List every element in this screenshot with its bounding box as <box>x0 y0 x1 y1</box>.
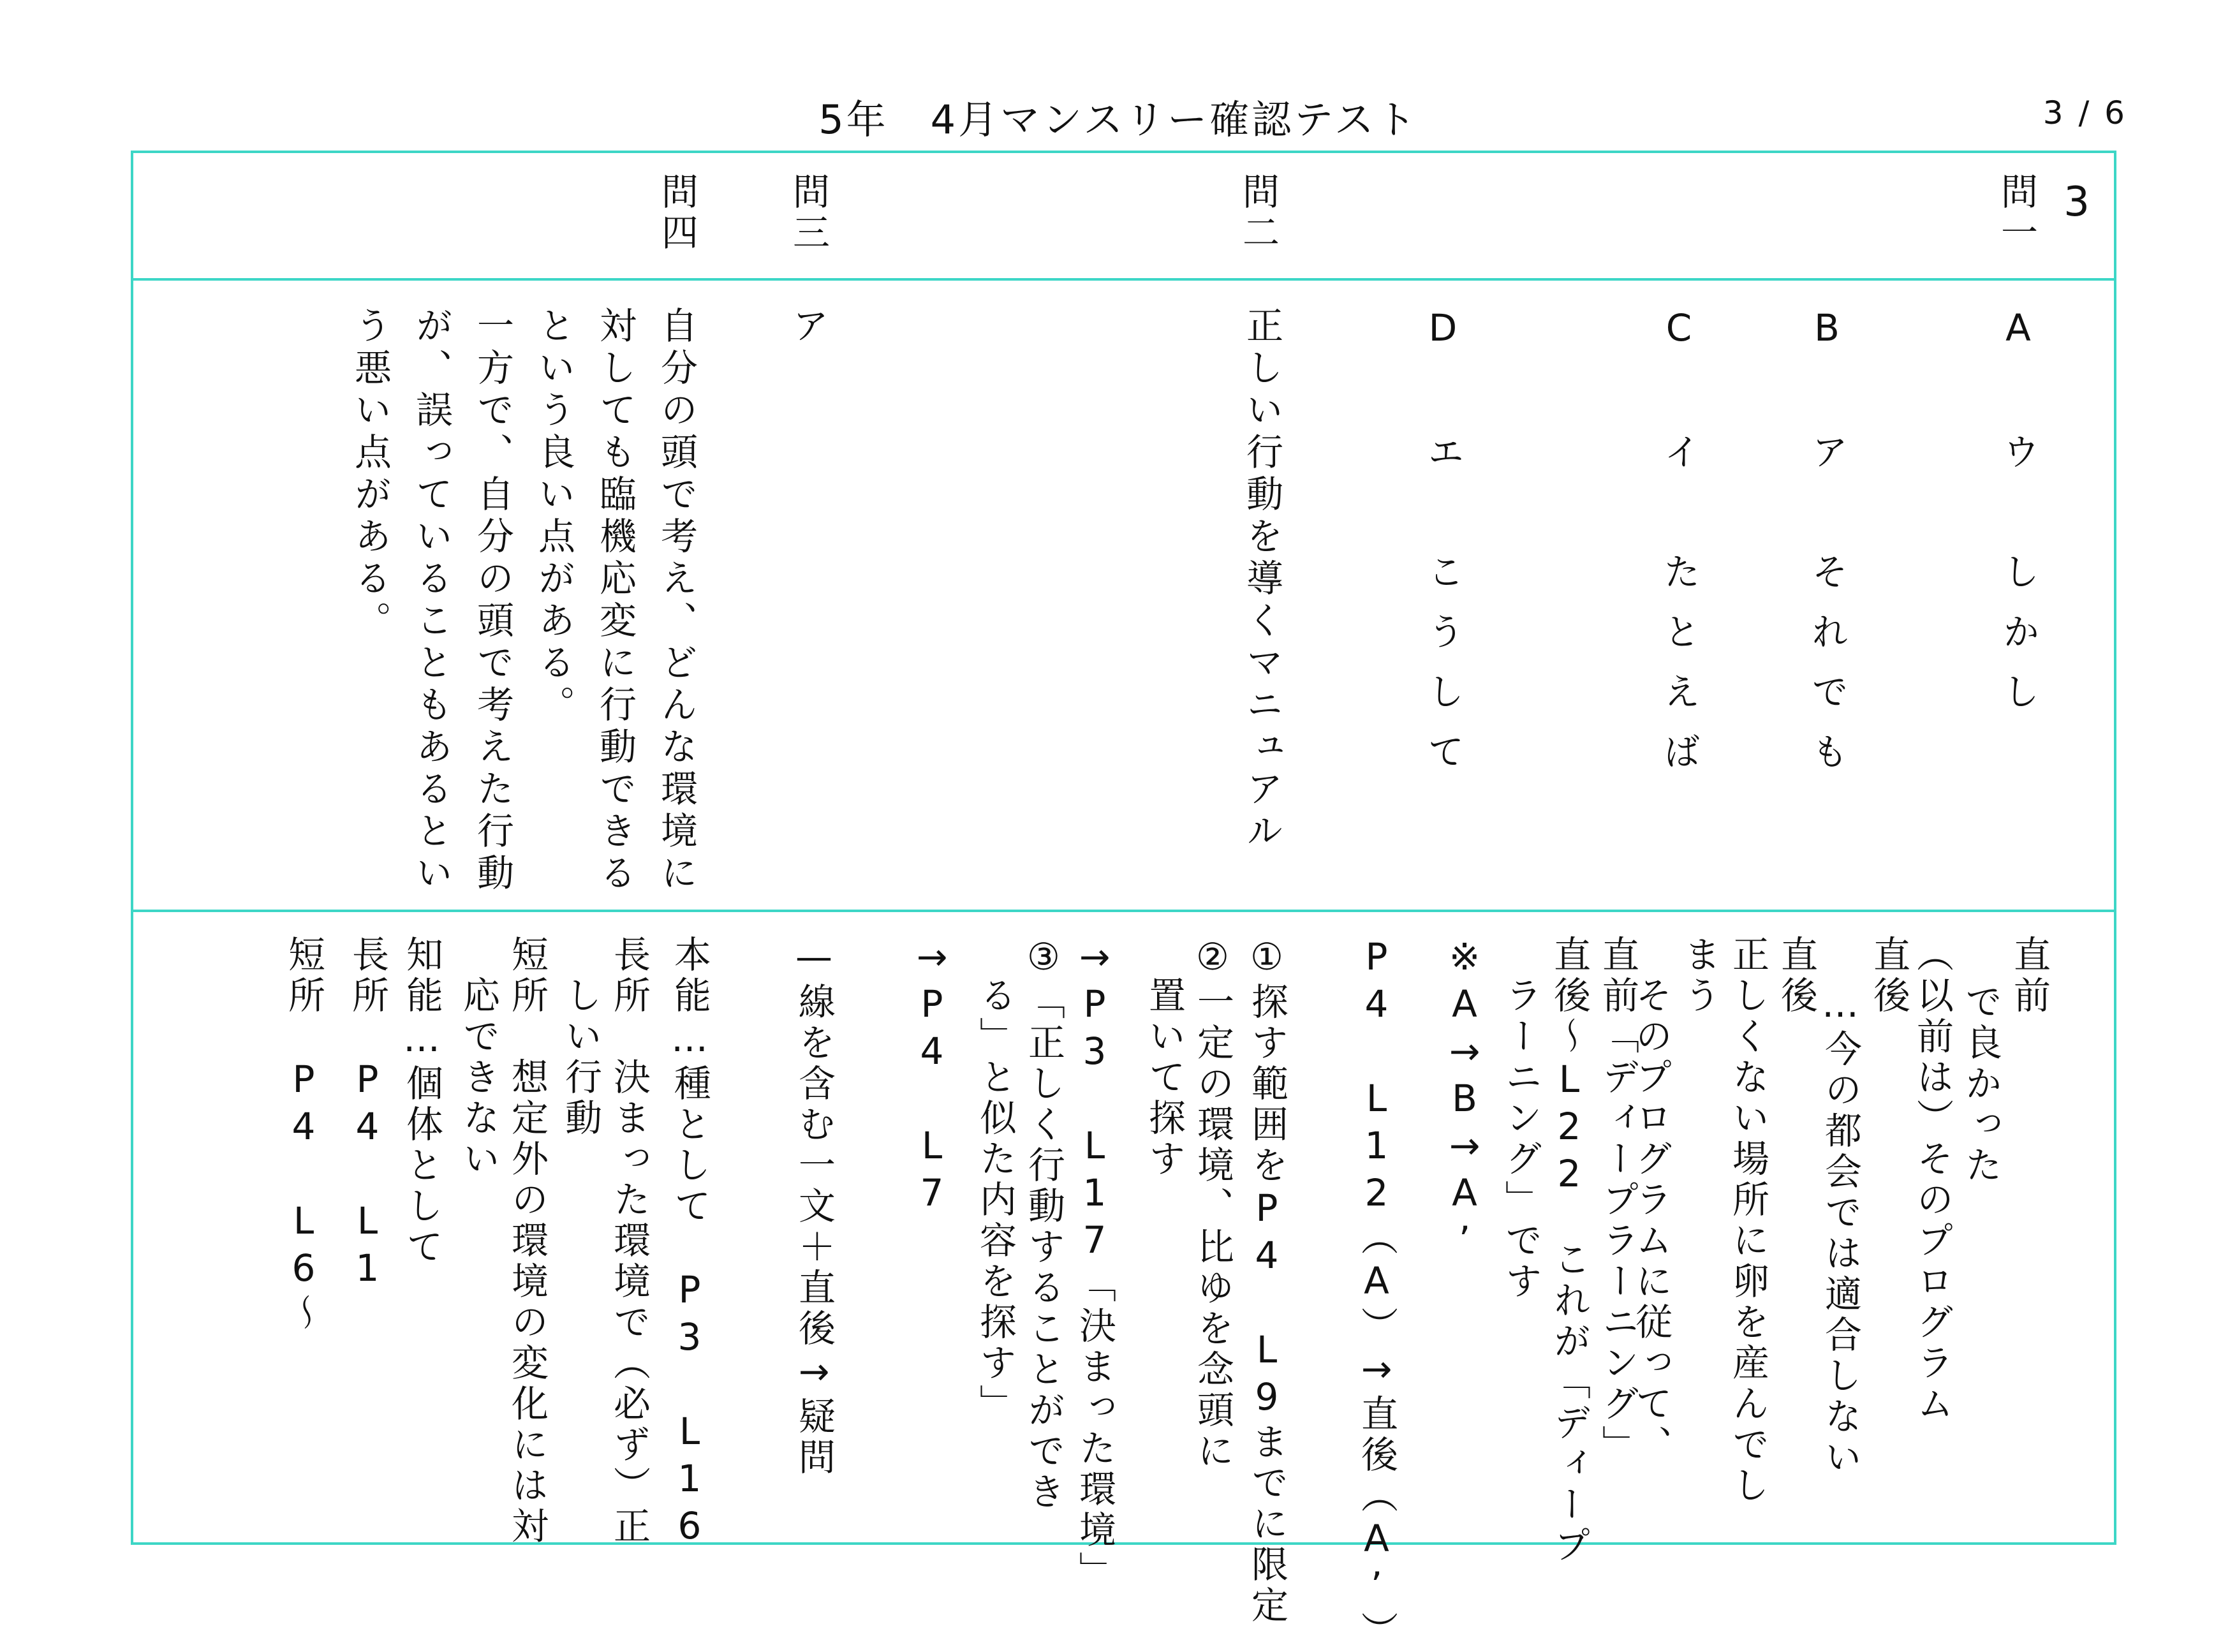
q1-note-before: 直前 で良かった （以前は）そのプログラム <box>1910 935 2051 1425</box>
q4-note-instinct: 本能…種として P3 L16 <box>668 935 711 1551</box>
q4-answer-line: という良い点がある。 <box>532 306 575 727</box>
q1-label: 問一 <box>1995 172 2038 254</box>
q4-answer-line: 一方で、自分の頭で考えた行動 <box>471 306 514 896</box>
q1-answer-b: B ア それでも <box>1805 306 1849 792</box>
question-number: 3 <box>2064 179 2090 226</box>
answer-row-divider <box>133 910 2114 912</box>
q3-answer: ア <box>786 306 829 350</box>
q4-note-instinct-weakness: 短所 想定外の環境の変化には対 応できない <box>457 935 549 1547</box>
q1-note-p4: P4 L12（A）→直後（A’） <box>1355 935 1398 1652</box>
q4-answer-line: う悪い点がある。 <box>348 306 392 643</box>
q2-answer: 正しい行動を導くマニュアル <box>1240 306 1283 853</box>
q4-answer-line: 自分の頭で考え、どんな環境に <box>654 306 698 896</box>
q2-note-p4: →P4 L7 <box>910 935 954 1218</box>
q3-note: —線を含む一文＋直後→疑問 <box>792 935 836 1479</box>
q1-answer-d: D エ こうして <box>1421 306 1465 792</box>
page-title: 5年 4月マンスリー確認テスト <box>818 96 1419 143</box>
q3-label: 問三 <box>786 172 830 254</box>
q1-note-after-2: 直後 正しくない場所に卵を産んでし まう そのプログラムに従って、 <box>1629 935 1818 1507</box>
q4-label: 問四 <box>655 172 698 254</box>
q2-note-environment: ②一定の環境、比ゆを念頭に 置いて探す <box>1142 935 1234 1472</box>
q1-answer-a: A ウ しかし <box>1997 306 2040 732</box>
q4-note-instinct-strength: 長所 決まった環境で（必ず）正 しい行動 <box>559 935 651 1547</box>
answer-sheet <box>131 151 2116 1652</box>
q4-answer-line: 対しても臨機応変に行動できる <box>593 306 637 896</box>
q2-note-similar: ③「正しく行動することができ る」と似た内容を探す」 <box>973 935 1065 1513</box>
q1-note-aba: ※A→B→A’ <box>1443 935 1486 1265</box>
q2-note-p3: →P3 L17「決まった環境」 <box>1073 935 1116 1592</box>
q1-note-after: 直後 …今の都会では適合しない <box>1819 935 1910 1479</box>
q1-answer-c: C イ たとえば <box>1657 306 1701 792</box>
header-row-divider <box>133 278 2114 281</box>
q4-note-intelligence-weakness: 短所 P4 L6～ <box>282 935 325 1334</box>
q4-note-intelligence-strength: 長所 P4 L1 <box>346 935 389 1294</box>
q1-note-deep-learning: 直前「ディープラーニング」 直後～L22 これが「ディープ ラーニング」です <box>1499 935 1639 1567</box>
q4-answer-line: が、誤っていることもあるとい <box>410 306 453 896</box>
q2-note-range: ①探す範囲をP4 L9までに限定 <box>1245 935 1288 1626</box>
page-number: 3 / 6 <box>2042 94 2127 131</box>
q4-note-intelligence: 知能…個体として <box>400 935 443 1268</box>
q2-label: 問二 <box>1236 172 1280 254</box>
